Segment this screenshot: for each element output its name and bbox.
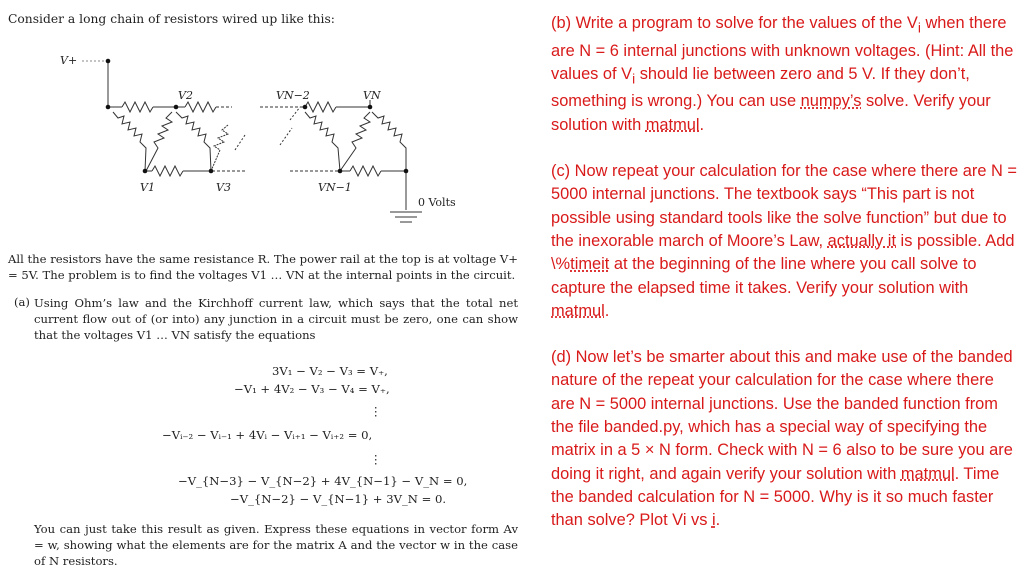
label-vn: VN [363, 89, 381, 102]
label-vn1: VN−1 [318, 181, 352, 194]
equation-n-minus-1: −V_{N−3} − V_{N−2} + 4V_{N−1} − V_N = 0, [178, 474, 468, 488]
resistor-chain-diagram [0, 0, 540, 240]
label-v1: V1 [140, 181, 155, 194]
equation-n: −V_{N−2} − V_{N−1} + 3V_N = 0. [230, 492, 447, 506]
part-b: (b) Write a program to solve for the values of the $V_i$ when there are N = 6 internal junctions with unknown voltages. (Hint: All the values of $V_i$ should lie between zero and 5 V. If they don’t, something is wrong.) You can use numpy’s solve. Verify your solution with matmul. [551, 14, 1014, 134]
equation-1: 3V₁ − V₂ − V₃ = V₊, [272, 364, 388, 378]
label-vplus: V+ [60, 54, 78, 67]
part-c: (c) Now repeat your calculation for the case where there are N = 5000 internal junctions. The textbook says “This part is not possible using standard tools like the solve function” but due to the inexorable march of Moore’s Law, actually it is possible. Add \%timeit at the beginning of the line where you call solve to capture the elapsed time it takes. Verify your solution with matmul. [551, 162, 1017, 320]
label-v2: V2 [178, 89, 193, 102]
paragraph-part-a: Using Ohm’s law and the Kirchhoff current law, which says that the total net current flow out of (or into) any junction in a circuit must be zero, one can show that the voltages V1 … VN satisfy the equations [34, 296, 518, 342]
vdots-2: ⋮ [370, 452, 382, 466]
intro-text: Consider a long chain of resistors wired up like this: [8, 12, 335, 26]
label-v3: V3 [216, 181, 231, 194]
problem-right-column [551, 12, 1017, 556]
paragraph-vector-form: You can just take this result as given. Express these equations in vector form Av = w, showing what the elements are for the matrix A and the vector w in the case of N resistors. [34, 522, 518, 568]
paragraph-description: All the resistors have the same resistance R. The power rail at the top is at voltage V+ = 5V. The problem is to find the voltages V1 … VN at the internal points in the circuit. [8, 252, 518, 282]
equation-2: −V₁ + 4V₂ − V₃ − V₄ = V₊, [234, 382, 390, 396]
part-a-label: (a) [14, 295, 30, 309]
label-vn2: VN−2 [276, 89, 310, 102]
vdots-1: ⋮ [370, 404, 382, 418]
equation-i: −Vᵢ₋₂ − Vᵢ₋₁ + 4Vᵢ − Vᵢ₊₁ − Vᵢ₊₂ = 0, [162, 428, 373, 442]
part-d: (d) Now let’s be smarter about this and make use of the banded nature of the repeat your calculation for the case where there are N = 5000 internal junctions. Use the banded function from the file banded.py, which has a special way of specifying the matrix in a 5 × N form. Check with N = 6 also to be sure you are doing it right, and again verify your solution with matmul. Time the banded calculation for N = 5000. Why is it so much faster than solve? Plot Vi vs i. [551, 348, 1013, 530]
label-zero-volts: 0 Volts [418, 196, 456, 209]
